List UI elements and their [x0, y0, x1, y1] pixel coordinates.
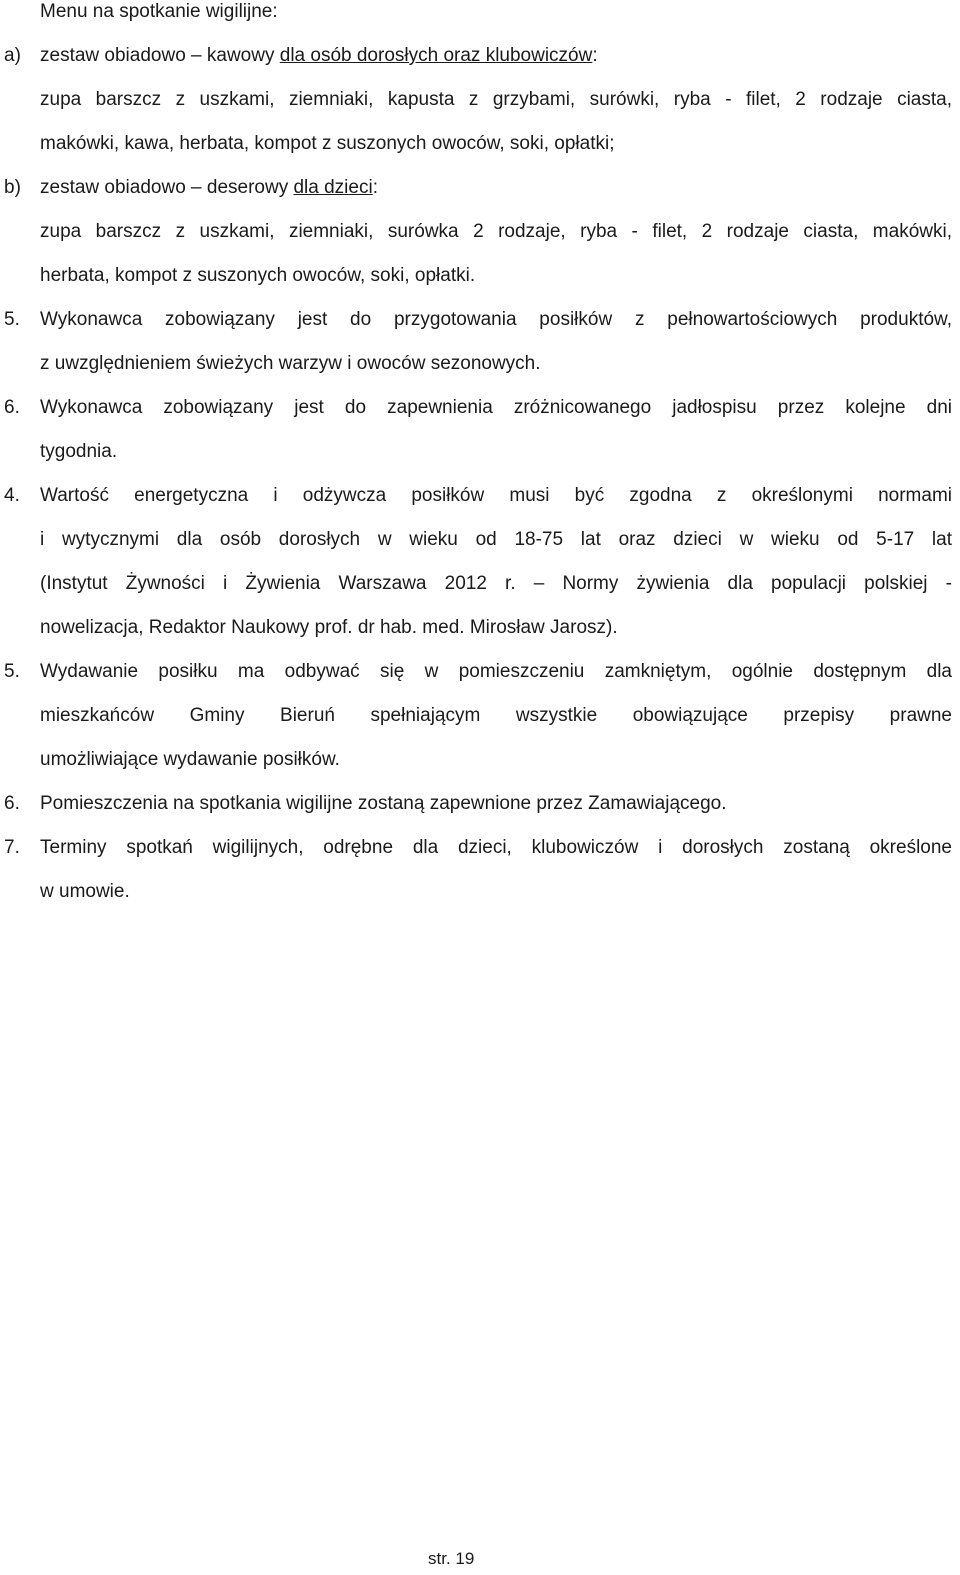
menu-b-title-underlined: dla dzieci	[293, 177, 373, 198]
item-line: Wykonawca zobowiązany jest do zapewnienia zróżnicowanego jadłospisu przez kolejne dni	[40, 397, 952, 418]
item-line: Pomieszczenia na spotkania wigilijne zostaną zapewnione przez Zamawiającego.	[40, 793, 727, 814]
item-number: 7.	[4, 837, 20, 858]
item-line: Wykonawca zobowiązany jest do przygotowania posiłków z pełnowartościowych produktów,	[40, 309, 952, 330]
item-line: Wydawanie posiłku ma odbywać się w pomieszczeniu zamkniętym, ogólnie dostępnym dla	[40, 661, 952, 682]
menu-a-marker: a)	[4, 45, 21, 66]
menu-b-title-suffix: :	[372, 177, 378, 198]
item-number: 5.	[4, 309, 20, 330]
menu-b-line-2: herbata, kompot z suszonych owoców, soki, opłatki.	[40, 265, 476, 286]
item-line: z uwzględnieniem świeżych warzyw i owoców sezonowych.	[40, 353, 541, 374]
item-number: 6.	[4, 397, 20, 418]
item-line: umożliwiające wydawanie posiłków.	[40, 749, 340, 770]
item-number: 6.	[4, 793, 20, 814]
item-line: mieszkańców Gminy Bieruń spełniającym wszystkie obowiązujące przepisy prawne	[40, 705, 952, 726]
menu-b-title-prefix: zestaw obiadowo – deserowy	[40, 177, 294, 198]
menu-heading: Menu na spotkanie wigilijne:	[40, 1, 278, 22]
menu-a-line-1: zupa barszcz z uszkami, ziemniaki, kapusta z grzybami, surówki, ryba - filet, 2 rodzaje ciasta,	[40, 89, 952, 110]
item-line: Wartość energetyczna i odżywcza posiłków musi być zgodna z określonymi normami	[40, 485, 952, 506]
item-line: (Instytut Żywności i Żywienia Warszawa 2012 r. – Normy żywienia dla populacji polskiej -	[40, 573, 952, 594]
menu-b-title	[40, 176, 952, 200]
menu-b-marker: b)	[4, 177, 21, 198]
menu-a-title-suffix: :	[592, 45, 598, 66]
item-line: i wytycznymi dla osób dorosłych w wieku od 18-75 lat oraz dzieci w wieku od 5-17 lat	[40, 529, 952, 550]
menu-a-title-underlined: dla osób dorosłych oraz klubowiczów	[279, 45, 593, 66]
item-line: nowelizacja, Redaktor Naukowy prof. dr hab. med. Mirosław Jarosz).	[40, 617, 618, 638]
item-line: Terminy spotkań wigilijnych, odrębne dla dzieci, klubowiczów i dorosłych zostaną określone	[40, 837, 952, 858]
page-number: str. 19	[428, 1549, 475, 1568]
menu-a-title-prefix: zestaw obiadowo – kawowy	[40, 45, 280, 66]
item-number: 5.	[4, 661, 20, 682]
item-line: tygodnia.	[40, 441, 118, 462]
item-line: w umowie.	[40, 881, 130, 902]
item-number: 4.	[4, 485, 20, 506]
menu-a-line-2: makówki, kawa, herbata, kompot z suszonych owoców, soki, opłatki;	[40, 133, 615, 154]
menu-b-line-1: zupa barszcz z uszkami, ziemniaki, surówka 2 rodzaje, ryba - filet, 2 rodzaje ciasta, makówki,	[40, 221, 952, 242]
menu-a-title	[40, 44, 952, 68]
